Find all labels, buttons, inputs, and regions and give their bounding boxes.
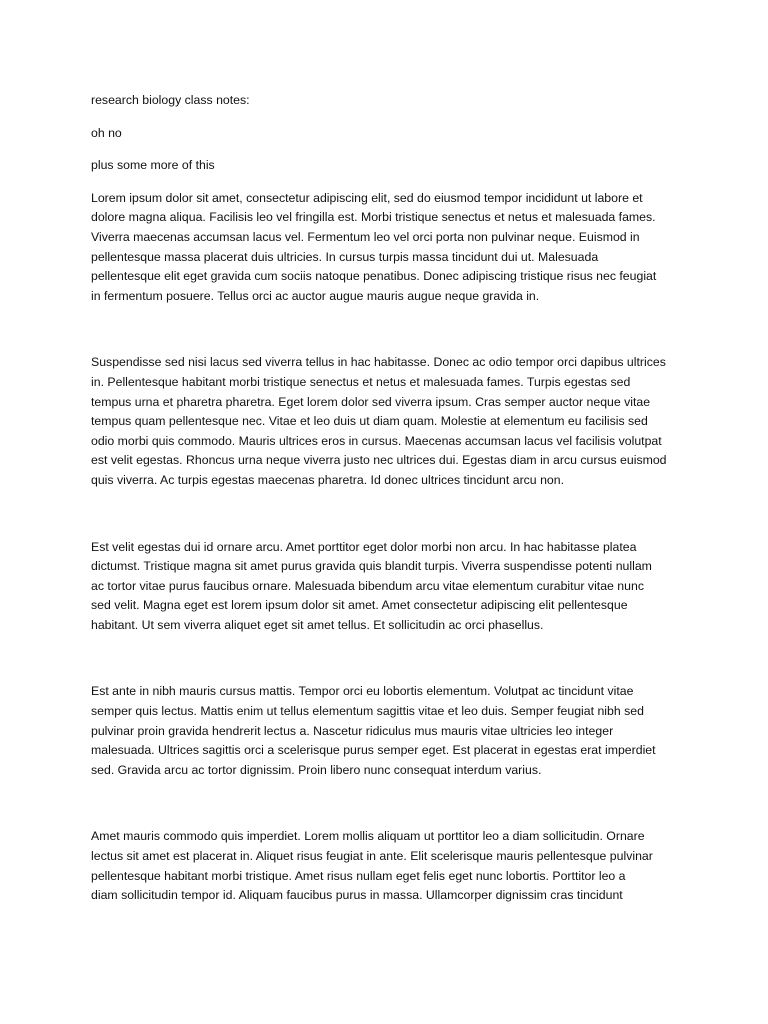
paragraph <box>91 189 673 307</box>
paragraph-line: Viverra maecenas accumsan lacus vel. Fermentum leo vel orci porta non pulvinar neque. Euismod in <box>91 229 640 244</box>
paragraph-line: Est velit egestas dui id ornare arcu. Amet porttitor eget dolor morbi non arcu. In hac habitasse platea <box>91 539 637 554</box>
paragraph-line: lectus sit amet est placerat in. Aliquet risus feugiat in ante. Elit scelerisque mauris pellentesque pulvinar <box>91 849 653 864</box>
paragraph-line: odio morbi quis commodo. Mauris ultrices eros in cursus. Maecenas accumsan lacus vel facilisis volutpat <box>91 433 662 448</box>
paragraph-line: tempus quam pellentesque nec. Vitae et leo duis ut diam quam. Molestie at elementum eu facilisis sed <box>91 414 648 429</box>
paragraph <box>91 353 673 490</box>
paragraph-line: Amet mauris commodo quis imperdiet. Lorem mollis aliquam ut porttitor leo a diam sollicitudin. Ornare <box>91 829 645 844</box>
paragraph-line: dolore magna aliqua. Facilisis leo vel fringilla est. Morbi tristique senectus et netus et malesuada fames. <box>91 210 656 225</box>
heading-line: research biology class notes: <box>91 93 250 107</box>
paragraph-line: Suspendisse sed nisi lacus sed viverra tellus in hac habitasse. Donec ac odio tempor orci dapibus ultrices <box>91 355 666 370</box>
paragraph-line: sed velit. Magna eget est lorem ipsum dolor sit amet. Amet consectetur adipiscing elit pellentesque <box>91 598 628 613</box>
paragraph-line: pellentesque habitant morbi tristique. Amet risus nullam eget felis eget nunc lobortis. Porttitor leo a <box>91 868 626 883</box>
paragraph-spacer <box>91 780 673 827</box>
heading-line: plus some more of this <box>91 158 215 173</box>
paragraph-line: habitant. Ut sem viverra aliquet eget sit amet tellus. Et sollicitudin ac orci phasellus. <box>91 617 544 632</box>
paragraph-line: quis viverra. Ac turpis egestas maecenas pharetra. Id donec ultrices tincidunt arcu non. <box>91 472 564 487</box>
paragraph-line: Lorem ipsum dolor sit amet, consectetur adipiscing elit, sed do eiusmod tempor incididunt ut labore et <box>91 190 643 205</box>
paragraph-line: sed. Gravida arcu ac tortor dignissim. Proin libero nunc consequat interdum varius. <box>91 762 542 777</box>
document-body <box>91 91 673 906</box>
paragraph <box>91 827 673 905</box>
paragraph-spacer <box>91 635 673 682</box>
paragraph-spacer <box>91 306 673 353</box>
paragraph-line: tempus urna et pharetra pharetra. Eget lorem dolor sed viverra ipsum. Cras semper auctor neque vitae <box>91 394 651 409</box>
paragraph-line: ac tortor vitae purus faucibus ornare. Malesuada bibendum arcu vitae elementum curabitur vitae nunc <box>91 578 644 593</box>
paragraph-line: pellentesque elit eget gravida cum sociis natoque penatibus. Donec adipiscing tristique risus nec feugiat <box>91 269 657 284</box>
paragraph <box>91 682 673 780</box>
paragraph-line: est velit egestas. Rhoncus urna neque viverra justo nec ultrices dui. Egestas diam in arcu cursus euismod <box>91 453 667 468</box>
paragraph-spacer <box>91 491 673 538</box>
paragraph-line: pellentesque massa placerat duis ultricies. In cursus turpis massa tincidunt dui ut. Malesuada <box>91 249 599 264</box>
paragraph-line: in fermentum posuere. Tellus orci ac auctor augue mauris augue neque gravida in. <box>91 288 540 303</box>
paragraph-line: semper quis lectus. Mattis enim ut tellus elementum sagittis vitae et leo duis. Semper feugiat nibh sed <box>91 704 644 719</box>
paragraph-line: diam sollicitudin tempor id. Aliquam faucibus purus in massa. Ullamcorper dignissim cras tincidunt <box>91 888 623 903</box>
paragraph-line: malesuada. Ultrices sagittis orci a scelerisque purus semper eget. Est placerat in egestas erat imperdiet <box>91 743 656 758</box>
paragraph-line: dictumst. Tristique magna sit amet purus gravida quis blandit turpis. Viverra suspendisse potenti nullam <box>91 559 652 574</box>
paragraph <box>91 538 673 636</box>
heading-line: oh no <box>91 125 122 140</box>
paragraph-line: in. Pellentesque habitant morbi tristique senectus et netus et malesuada fames. Turpis egestas sed <box>91 374 631 389</box>
paragraph-line: pulvinar proin gravida hendrerit lectus a. Nascetur ridiculus mus mauris vitae ultricies leo integer <box>91 723 614 738</box>
paragraph-line: Est ante in nibh mauris cursus mattis. Tempor orci eu lobortis elementum. Volutpat ac tincidunt vitae <box>91 684 634 699</box>
